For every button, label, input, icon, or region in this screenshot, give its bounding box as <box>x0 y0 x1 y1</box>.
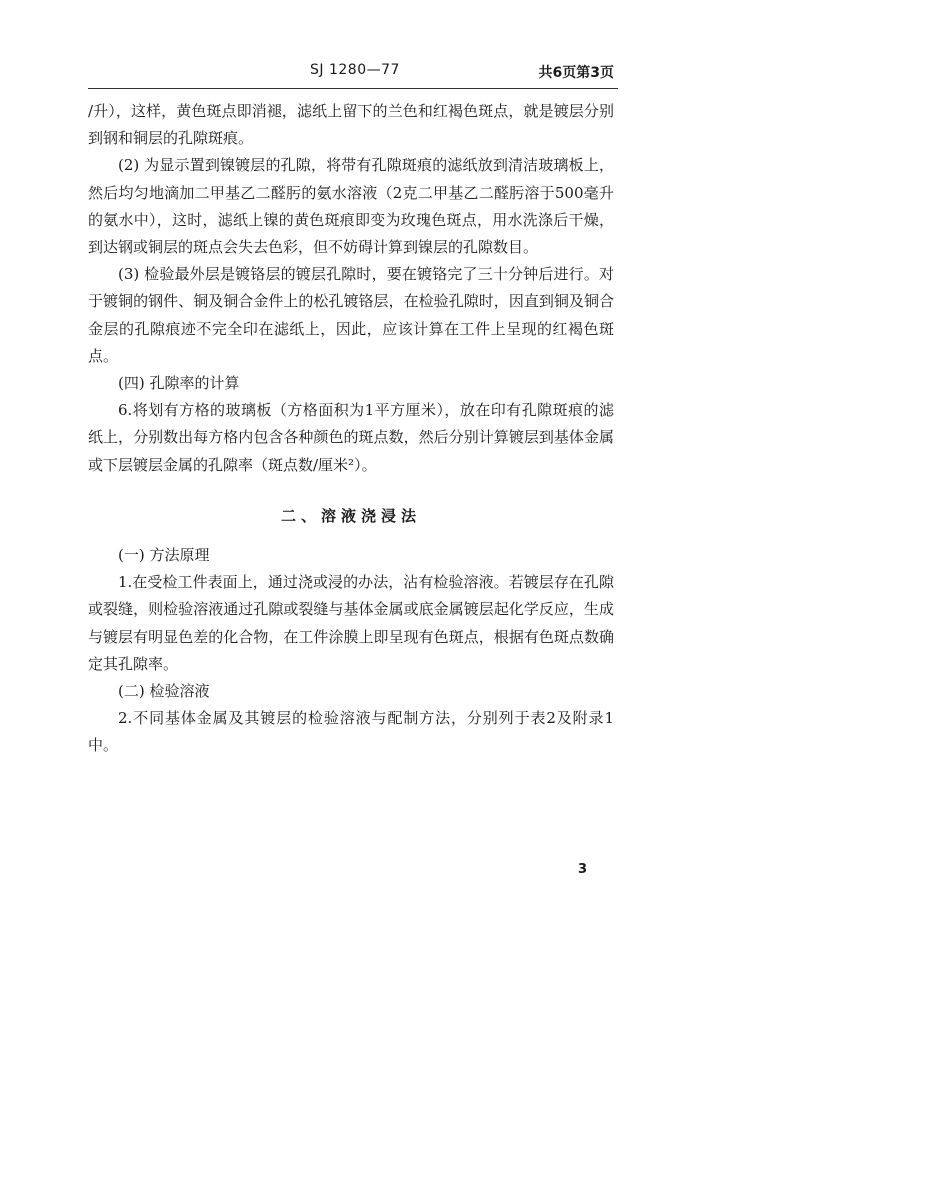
paragraph-continuation: /升），这样，黄色斑点即消褪，滤纸上留下的兰色和红褐色斑点，就是镀层分别到钢和铜层的孔隙斑痕。 <box>88 102 614 148</box>
body-text <box>88 98 614 760</box>
header-rule <box>88 88 618 89</box>
page-count: 共6页第3页 <box>538 65 614 81</box>
paragraph-item-2b: 2.不同基体金属及其镀层的检验溶液与配制方法，分别列于表2及附录1中。 <box>88 709 614 755</box>
subheading-porosity-calculation: (四) 孔隙率的计算 <box>118 374 240 393</box>
paragraph-item-2: (2) 为显示置到镍镀层的孔隙，将带有孔隙斑痕的滤纸放到清洁玻璃板上，然后均匀地滴加二甲基乙二醛肟的氨水溶液（2克二甲基乙二醛肟溶于500毫升的氨水中），这时，滤纸上镍的黄色斑痕即变为玫瑰色斑点，用水洗涤后干燥，到达钢或铜层的斑点会失去色彩，但不妨碍计算到镍层的孔隙数目。 <box>88 156 614 257</box>
standard-code: SJ 1280—77 <box>310 62 400 78</box>
paragraph-item-1: 1.在受检工件表面上，通过浇或浸的办法，沾有检验溶液。若镀层存在孔隙或裂缝，则检验溶液通过孔隙或裂缝与基体金属或底金属镀层起化学反应，生成与镀层有明显色差的化合物，在工件涂膜上即呈现有色斑点，根据有色斑点数确定其孔隙率。 <box>88 573 614 673</box>
subheading-test-solution: (二) 检验溶液 <box>118 682 210 701</box>
paragraph-item-6: 6.将划有方格的玻璃板（方格面积为1平方厘米），放在印有孔隙斑痕的滤纸上，分别数出每方格内包含各种颜色的斑点数，然后分别计算镀层到基体金属或下层镀层金属的孔隙率（斑点数/厘米²）。 <box>88 401 614 474</box>
page-number: 3 <box>578 862 588 877</box>
paragraph-item-3: (3) 检验最外层是镀铬层的镀层孔隙时，要在镀铬完了三十分钟后进行。对于镀铜的钢件、铜及铜合金件上的松孔镀铬层，在检验孔隙时，因直到铜及铜合金层的孔隙痕迹不完全印在滤纸上，因此，应该计算在工件上呈现的红褐色斑点。 <box>88 265 614 365</box>
section-title: 二、溶液浇浸法 <box>280 506 421 525</box>
subheading-method-principle: (一) 方法原理 <box>118 546 210 565</box>
page-header <box>88 62 614 86</box>
